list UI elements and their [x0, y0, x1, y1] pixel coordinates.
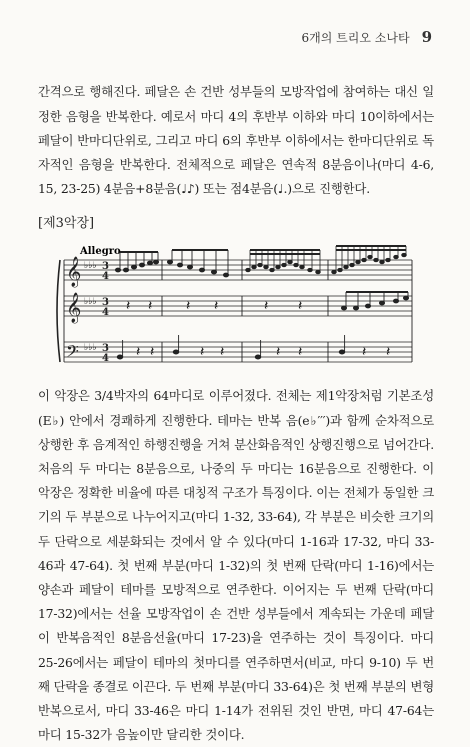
svg-text:𝄽: 𝄽	[148, 298, 153, 314]
svg-text:4: 4	[102, 353, 109, 364]
svg-text:𝄽: 𝄽	[186, 298, 191, 314]
treble-clef-icon: 𝄞	[66, 293, 82, 323]
svg-text:4: 4	[102, 307, 109, 318]
body-paragraph-2: 이 악장은 3/4박자의 64마디로 이루어졌다. 전체는 제1악장처럼 기본조성(E♭) 안에서 경쾌하게 진행한다. 테마는 반복 음(e♭′′′)과 함께 순차적으로 상행한 후 음계적인 하행진행을 거쳐 분산화음적인 상행진행으로 넘어간다. 처음의 두 마디는 8분음으로, 나중의 두 마디는 16분음으로 진행한다. 이 악장은 정확한 비율에 따른 대칭적 구조가 특징이다. 이는 전체가 동일한 크기의 두 부분으로 나누어지고(마디 1-32, 33-64), 각 부분은 비슷한 크기의 두 단락으로 세분화되는 것에서 알 수 있다(마디 1-16과 17-32, 마디 33-46과 47-64). 첫 번째 부분(마디 1-32)의 첫 번째 단락(마디 1-16)에서는 양손과 페달이 테마를 모방적으로 연주한다. 이어지는 두 번째 단락(마디 17-32)에서는 선율 모방작업이 손 건반 성부들에서 계속되는 가운데 페달이 반복음적인 8분음선율(마디 17-23)을 연주하는 것이 특징이다. 마디 25-26에서는 페달이 테마의 첫마디를 연주하면서(비교, 마디 9-10) 두 번째 단락을 종결로 이끈다. 두 번째 부분(마디 33-64)은 첫 번째 부분의 변형 반복으로서, 마디 33-46은 마디 1-14가 전위된 것인 반면, 마디 47-64는 마디 15-32가 음높이만 달리한 것이다.	[38, 388, 434, 743]
svg-text:𝄽: 𝄽	[200, 344, 205, 360]
svg-text:𝄽: 𝄽	[298, 298, 303, 314]
svg-text:4: 4	[102, 271, 109, 282]
svg-text:𝄽: 𝄽	[298, 344, 303, 360]
svg-text:3: 3	[102, 297, 109, 308]
page-number: 9	[421, 28, 432, 46]
svg-text:3: 3	[102, 261, 109, 272]
clefs-and-keys	[66, 256, 109, 365]
svg-text:𝄽: 𝄽	[264, 298, 269, 314]
svg-text:3: 3	[102, 343, 109, 354]
bass-clef-icon: 𝄢	[66, 341, 79, 365]
svg-text:𝄽: 𝄽	[276, 344, 281, 360]
score-notes	[115, 246, 408, 360]
svg-text:𝄽: 𝄽	[214, 298, 219, 314]
tempo-marking: Allegro	[80, 246, 121, 257]
svg-text:𝄽: 𝄽	[136, 344, 141, 360]
book-title: 6개의 트리오 소나타	[301, 31, 410, 45]
svg-text:♭♭♭: ♭♭♭	[84, 297, 97, 307]
score-staves	[64, 260, 412, 362]
body-paragraph-1: 간격으로 행해진다. 페달은 손 건반 성부들의 모방작업에 참여하는 대신 일정한 음형을 반복한다. 예로서 마디 4의 후반부 이하와 마디 10이하에서는 페달이 반마디단위로, 그리고 마디 6의 후반부 이하에서는 한마디단위로 독자적인 음형을 반복한다. 전체적으로 페달은 연속적 8분음이나(마디 4-6, 15, 23-25) 4분음+8분음(♩♪) 또는 점4분음(♩.)으로 진행한다.	[38, 84, 434, 197]
running-header	[302, 28, 432, 46]
svg-text:♭♭♭: ♭♭♭	[84, 343, 97, 353]
section-label: [제3악장]	[38, 216, 95, 231]
svg-text:𝄽: 𝄽	[386, 344, 391, 360]
music-score	[36, 236, 414, 376]
svg-text:♭♭♭: ♭♭♭	[84, 261, 97, 271]
svg-text:𝄽: 𝄽	[150, 344, 155, 360]
svg-text:𝄽: 𝄽	[126, 298, 131, 314]
treble-clef-icon: 𝄞	[66, 257, 82, 287]
svg-text:𝄽: 𝄽	[220, 344, 225, 360]
svg-text:𝄽: 𝄽	[362, 344, 367, 360]
system-brace	[57, 260, 60, 362]
